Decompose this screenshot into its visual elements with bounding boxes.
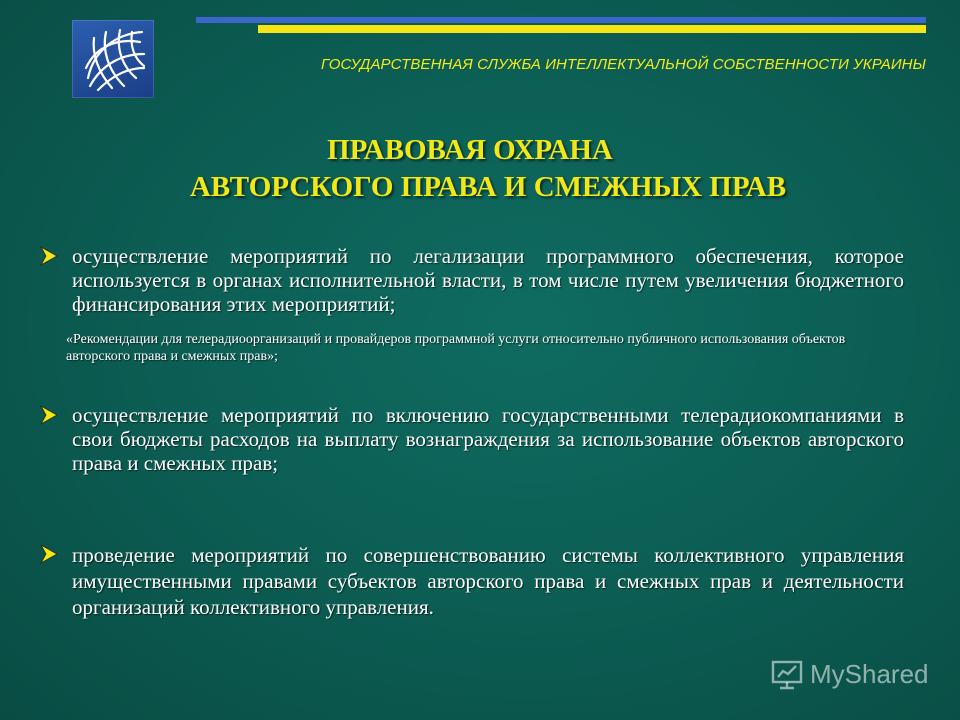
slide-title-line-2: АВТОРСКОГО ПРАВА И СМЕЖНЫХ ПРАВ	[189, 171, 787, 203]
recommendations-quote: «Рекомендации для телерадиоорганизаций и провайдеров программной услуги относительно публичного использования объектов авторского права и смежных прав»;	[66, 332, 846, 364]
watermark-text: MyShared	[810, 658, 929, 689]
organization-name: ГОСУДАРСТВЕННАЯ СЛУЖБА ИНТЕЛЛЕКТУАЛЬНОЙ СОБСТВЕННОСТИ УКРАИНЫ	[320, 56, 926, 73]
presentation-board-icon	[770, 657, 804, 691]
globe-icon	[72, 20, 154, 98]
header-accent-bar-blue	[196, 17, 926, 23]
header-accent-bar-yellow	[258, 25, 926, 33]
bullet-item-1	[38, 244, 904, 316]
bullet-item-3	[38, 542, 904, 620]
bullet-text: осуществление мероприятий по включению государственными телерадиокомпаниями в свои бюджеты расходов на выплату вознаграждения за использование объектов авторского права и смежных прав;	[72, 403, 904, 475]
globe-logo	[72, 20, 154, 98]
bullet-item-2	[38, 403, 904, 475]
arrow-bullet-icon	[38, 543, 60, 565]
arrow-bullet-icon	[38, 404, 60, 426]
arrow-bullet-icon	[38, 245, 60, 267]
myshared-watermark	[770, 654, 929, 694]
bullet-text: проведение мероприятий по совершенствованию системы коллективного управления имущественными правами субъектов авторского права и смежных прав и деятельности организаций коллективного управления.	[72, 543, 904, 619]
slide-title-line-1: ПРАВОВАЯ ОХРАНА	[327, 134, 613, 166]
bullet-text: осуществление мероприятий по легализации программного обеспечения, которое используется в органах исполнительной власти, в том числе путем увеличения бюджетного финансирования этих мероприятий;	[72, 244, 904, 316]
